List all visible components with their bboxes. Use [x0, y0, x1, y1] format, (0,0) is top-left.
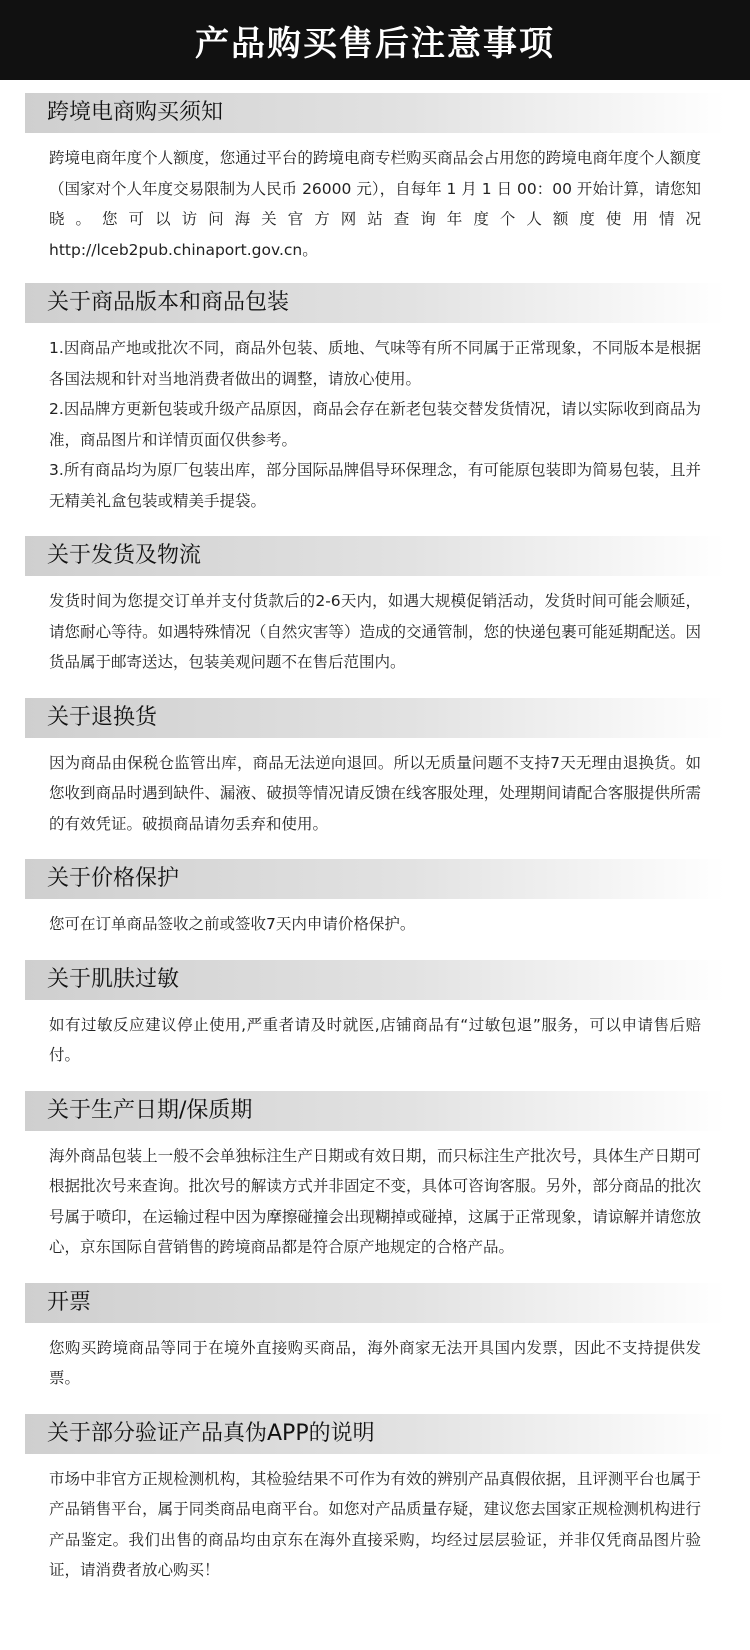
section-heading: 关于价格保护: [25, 859, 725, 899]
section-5: [25, 859, 725, 940]
sections-container: [0, 93, 750, 1586]
section-body: [25, 133, 725, 265]
page-title: 产品购买售后注意事项: [0, 0, 750, 80]
section-paragraph: 海外商品包装上一般不会单独标注生产日期或有效日期，而只标注生产批次号，具体生产日期可根据批次号来查询。批次号的解读方式并非固定不变，具体可咨询客服。另外，部分商品的批次号属于喷印，在运输过程中因为摩擦碰撞会出现糊掉或碰掉，这属于正常现象，请谅解并请您放心，京东国际自营销售的跨境商品都是符合原产地规定的合格产品。: [49, 1146, 701, 1256]
section-heading: 关于退换货: [25, 698, 725, 738]
section-paragraph: 如有过敏反应建议停止使用,严重者请及时就医,店铺商品有“过敏包退”服务，可以申请售后赔付。: [49, 1015, 701, 1064]
section-heading: 开票: [25, 1283, 725, 1323]
section-4: [25, 698, 725, 840]
section-8: [25, 1283, 725, 1394]
section-body: [25, 1131, 725, 1263]
section-9: [25, 1414, 725, 1586]
section-paragraph: 跨境电商年度个人额度，您通过平台的跨境电商专栏购买商品会占用您的跨境电商年度个人额度（国家对个人年度交易限制为人民币 26000 元），自每年 1 月 1 日 00：00 开始计算，请您知晓。您可以访问海关官方网站查询年度个人额度使用情况 http://lceb2pub.chinaport.gov.cn。: [49, 149, 701, 259]
section-paragraph: 市场中非官方正规检测机构，其检验结果不可作为有效的辨别产品真假依据，且评测平台也属于产品销售平台，属于同类商品电商平台。如您对产品质量存疑，建议您去国家正规检测机构进行产品鉴定。我们出售的商品均由京东在海外直接采购，均经过层层验证，并非仅凭商品图片验证，请消费者放心购买！: [49, 1469, 701, 1579]
section-body: [25, 738, 725, 840]
section-7: [25, 1091, 725, 1263]
section-2: [25, 283, 725, 516]
section-heading: 关于生产日期/保质期: [25, 1091, 725, 1131]
section-1: [25, 93, 725, 265]
section-body: [25, 576, 725, 678]
section-paragraph: 发货时间为您提交订单并支付货款后的2-6天内，如遇大规模促销活动，发货时间可能会顺延，请您耐心等待。如遇特殊情况（自然灾害等）造成的交通管制，您的快递包裹可能延期配送。因货品属于邮寄送达，包装美观问题不在售后范围内。: [49, 592, 701, 671]
section-heading: 关于部分验证产品真伪APP的说明: [25, 1414, 725, 1454]
section-body: [25, 899, 725, 940]
section-heading: 关于商品版本和商品包装: [25, 283, 725, 323]
section-heading: 关于肌肤过敏: [25, 960, 725, 1000]
section-paragraph: 2.因品牌方更新包装或升级产品原因，商品会存在新老包装交替发货情况，请以实际收到商品为准，商品图片和详情页面仅供参考。: [49, 400, 701, 449]
section-body: [25, 1454, 725, 1586]
section-heading: 跨境电商购买须知: [25, 93, 725, 133]
section-paragraph: 3.所有商品均为原厂包装出库，部分国际品牌倡导环保理念，有可能原包装即为简易包装，且并无精美礼盒包装或精美手提袋。: [49, 461, 701, 510]
section-body: [25, 323, 725, 516]
section-heading: 关于发货及物流: [25, 536, 725, 576]
section-paragraph: 您购买跨境商品等同于在境外直接购买商品，海外商家无法开具国内发票，因此不支持提供发票。: [49, 1338, 701, 1387]
section-paragraph: 1.因商品产地或批次不同，商品外包装、质地、气味等有所不同属于正常现象，不同版本是根据各国法规和针对当地消费者做出的调整，请放心使用。: [49, 339, 701, 388]
section-3: [25, 536, 725, 678]
section-paragraph: 您可在订单商品签收之前或签收7天内申请价格保护。: [49, 915, 416, 933]
section-paragraph: 因为商品由保税仓监管出库，商品无法逆向退回。所以无质量问题不支持7天无理由退换货。如您收到商品时遇到缺件、漏液、破损等情况请反馈在线客服处理，处理期间请配合客服提供所需的有效凭证。破损商品请勿丢弃和使用。: [49, 753, 701, 833]
section-6: [25, 960, 725, 1071]
section-body: [25, 1323, 725, 1394]
section-body: [25, 1000, 725, 1071]
